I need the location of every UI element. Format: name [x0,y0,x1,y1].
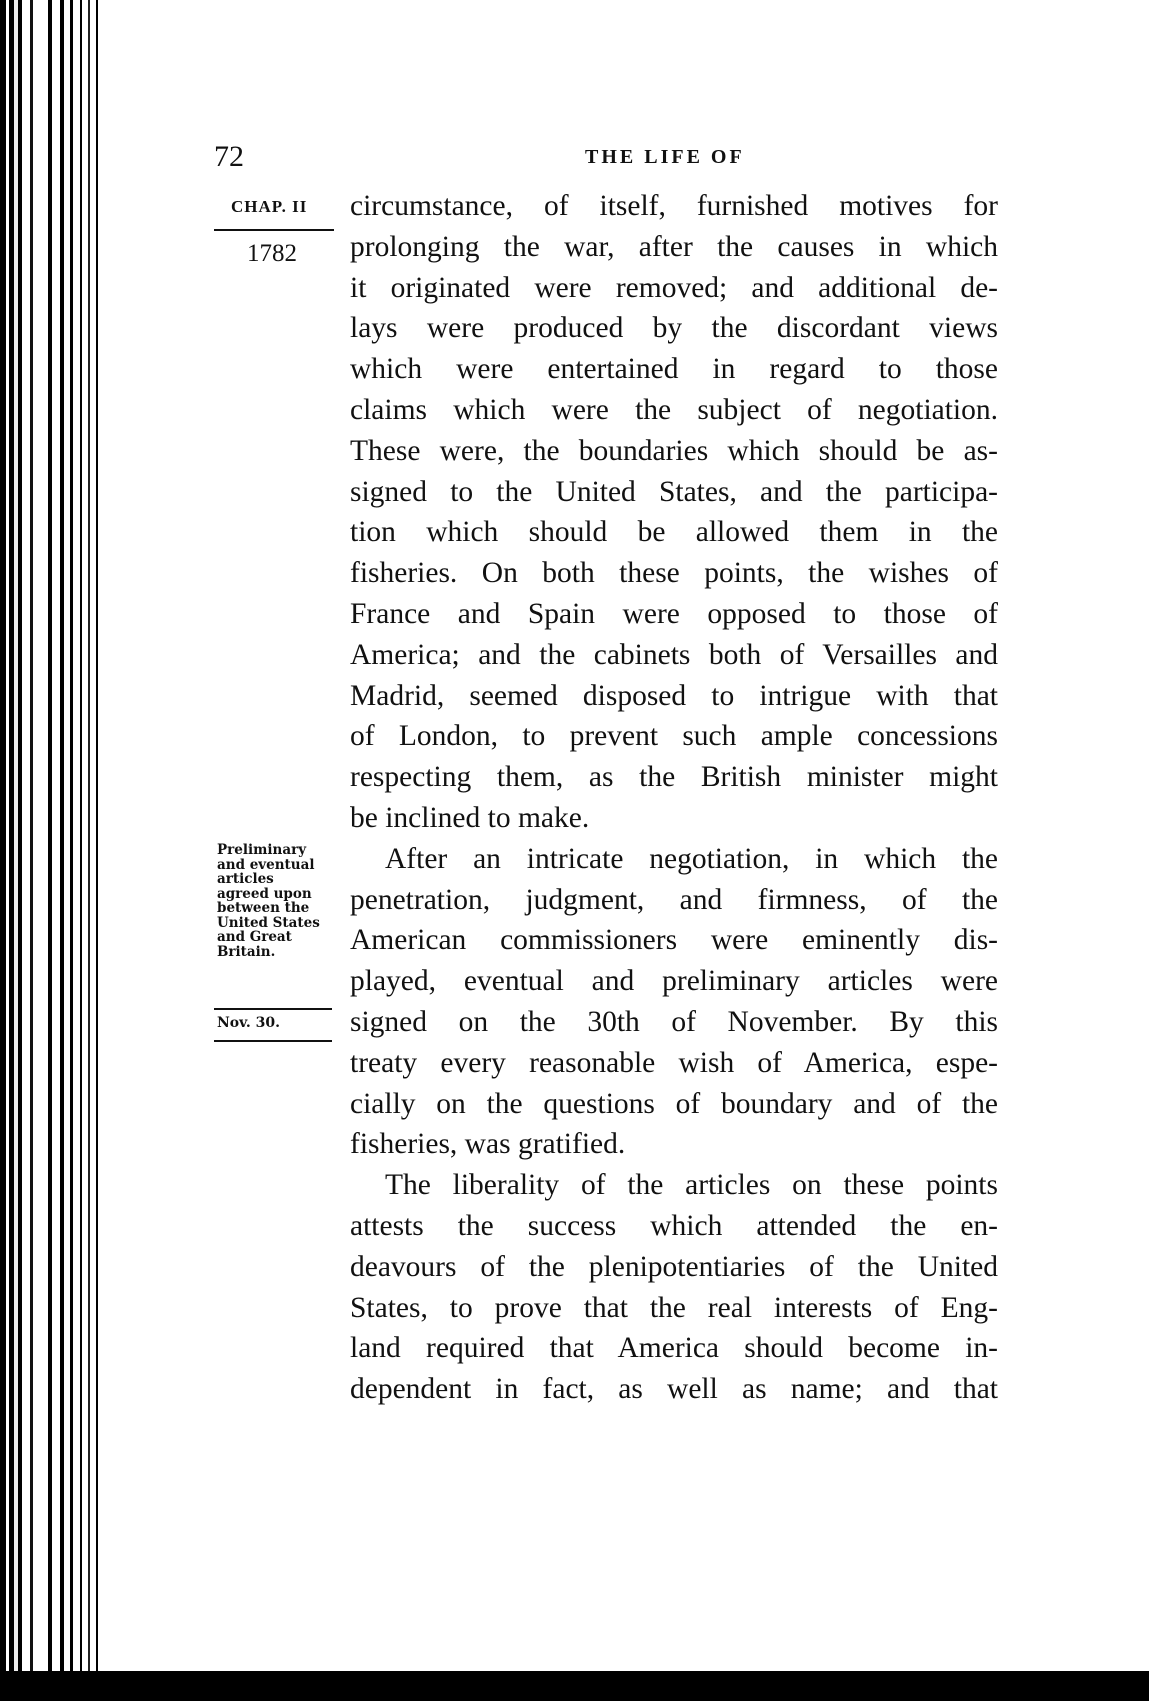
text-line: played, eventual and preliminary articles were [350,965,998,998]
margin-note-line: agreed upon [217,885,312,902]
margin-note-line: Britain. [217,943,276,960]
text-line: dependent in fact, as well as name; and that [350,1373,998,1406]
scan-bottom-edge [0,1671,1149,1701]
text-line: respecting them, as the British minister might [350,761,998,794]
text-line: signed on the 30th of November. By this [350,1005,998,1038]
text-line: cially on the questions of boundary and of the [350,1087,998,1120]
margin-date: Nov. 30. [217,1015,280,1031]
chapter-label: CHAP. II [231,197,308,216]
text-line: it originated were removed; and additional de- [350,271,998,304]
text-line: American commissioners were eminently dis- [350,924,998,957]
text-line: prolonging the war, after the causes in which [350,230,998,263]
margin-rule [214,1008,332,1010]
margin-note [217,843,337,959]
margin-note-line: and Great [217,929,292,945]
text-line: penetration, judgment, and firmness, of the [350,883,998,916]
text-line: France and Spain were opposed to those of [350,597,998,630]
text-line: lays were produced by the discordant views [350,312,998,345]
margin-note-line: and eventual [217,856,315,873]
text-line: be inclined to make. [350,801,590,834]
margin-note-line: Preliminary [217,842,307,858]
margin-note-line: between the [217,900,310,916]
running-head: THE LIFE OF [585,146,745,168]
book-binding-edge [0,0,110,1701]
text-line: of London, to prevent such ample concessions [350,720,998,753]
text-line: deavours of the plenipotentiaries of the United [350,1250,998,1283]
margin-note-line: articles [217,871,274,887]
text-line: These were, the boundaries which should be as- [350,434,998,467]
page-number: 72 [214,140,244,173]
text-line: America; and the cabinets both of Versailles and [350,638,998,671]
text-line: fisheries, was gratified. [350,1128,626,1161]
margin-rule [214,229,334,231]
text-line: attests the success which attended the en- [350,1209,998,1242]
body-text [350,186,998,1410]
margin-year: 1782 [247,240,297,267]
text-line: circumstance, of itself, furnished motives for [350,190,998,222]
margin-note-line: United States [217,914,320,931]
text-line: which were entertained in regard to those [350,353,998,386]
text-line: signed to the United States, and the participa- [350,475,998,508]
text-line: After an intricate negotiation, in which the [385,842,998,875]
text-line: treaty every reasonable wish of America, espe- [350,1046,998,1079]
text-line: States, to prove that the real interests of Eng- [350,1291,998,1324]
text-line: fisheries. On both these points, the wishes of [350,557,998,590]
margin-rule [214,1040,332,1042]
text-line: land required that America should become in- [350,1332,998,1365]
text-line: The liberality of the articles on these points [385,1169,998,1202]
text-line: tion which should be allowed them in the [350,516,998,549]
text-line: claims which were the subject of negotiation. [350,393,998,426]
text-line: Madrid, seemed disposed to intrigue with that [350,679,998,712]
